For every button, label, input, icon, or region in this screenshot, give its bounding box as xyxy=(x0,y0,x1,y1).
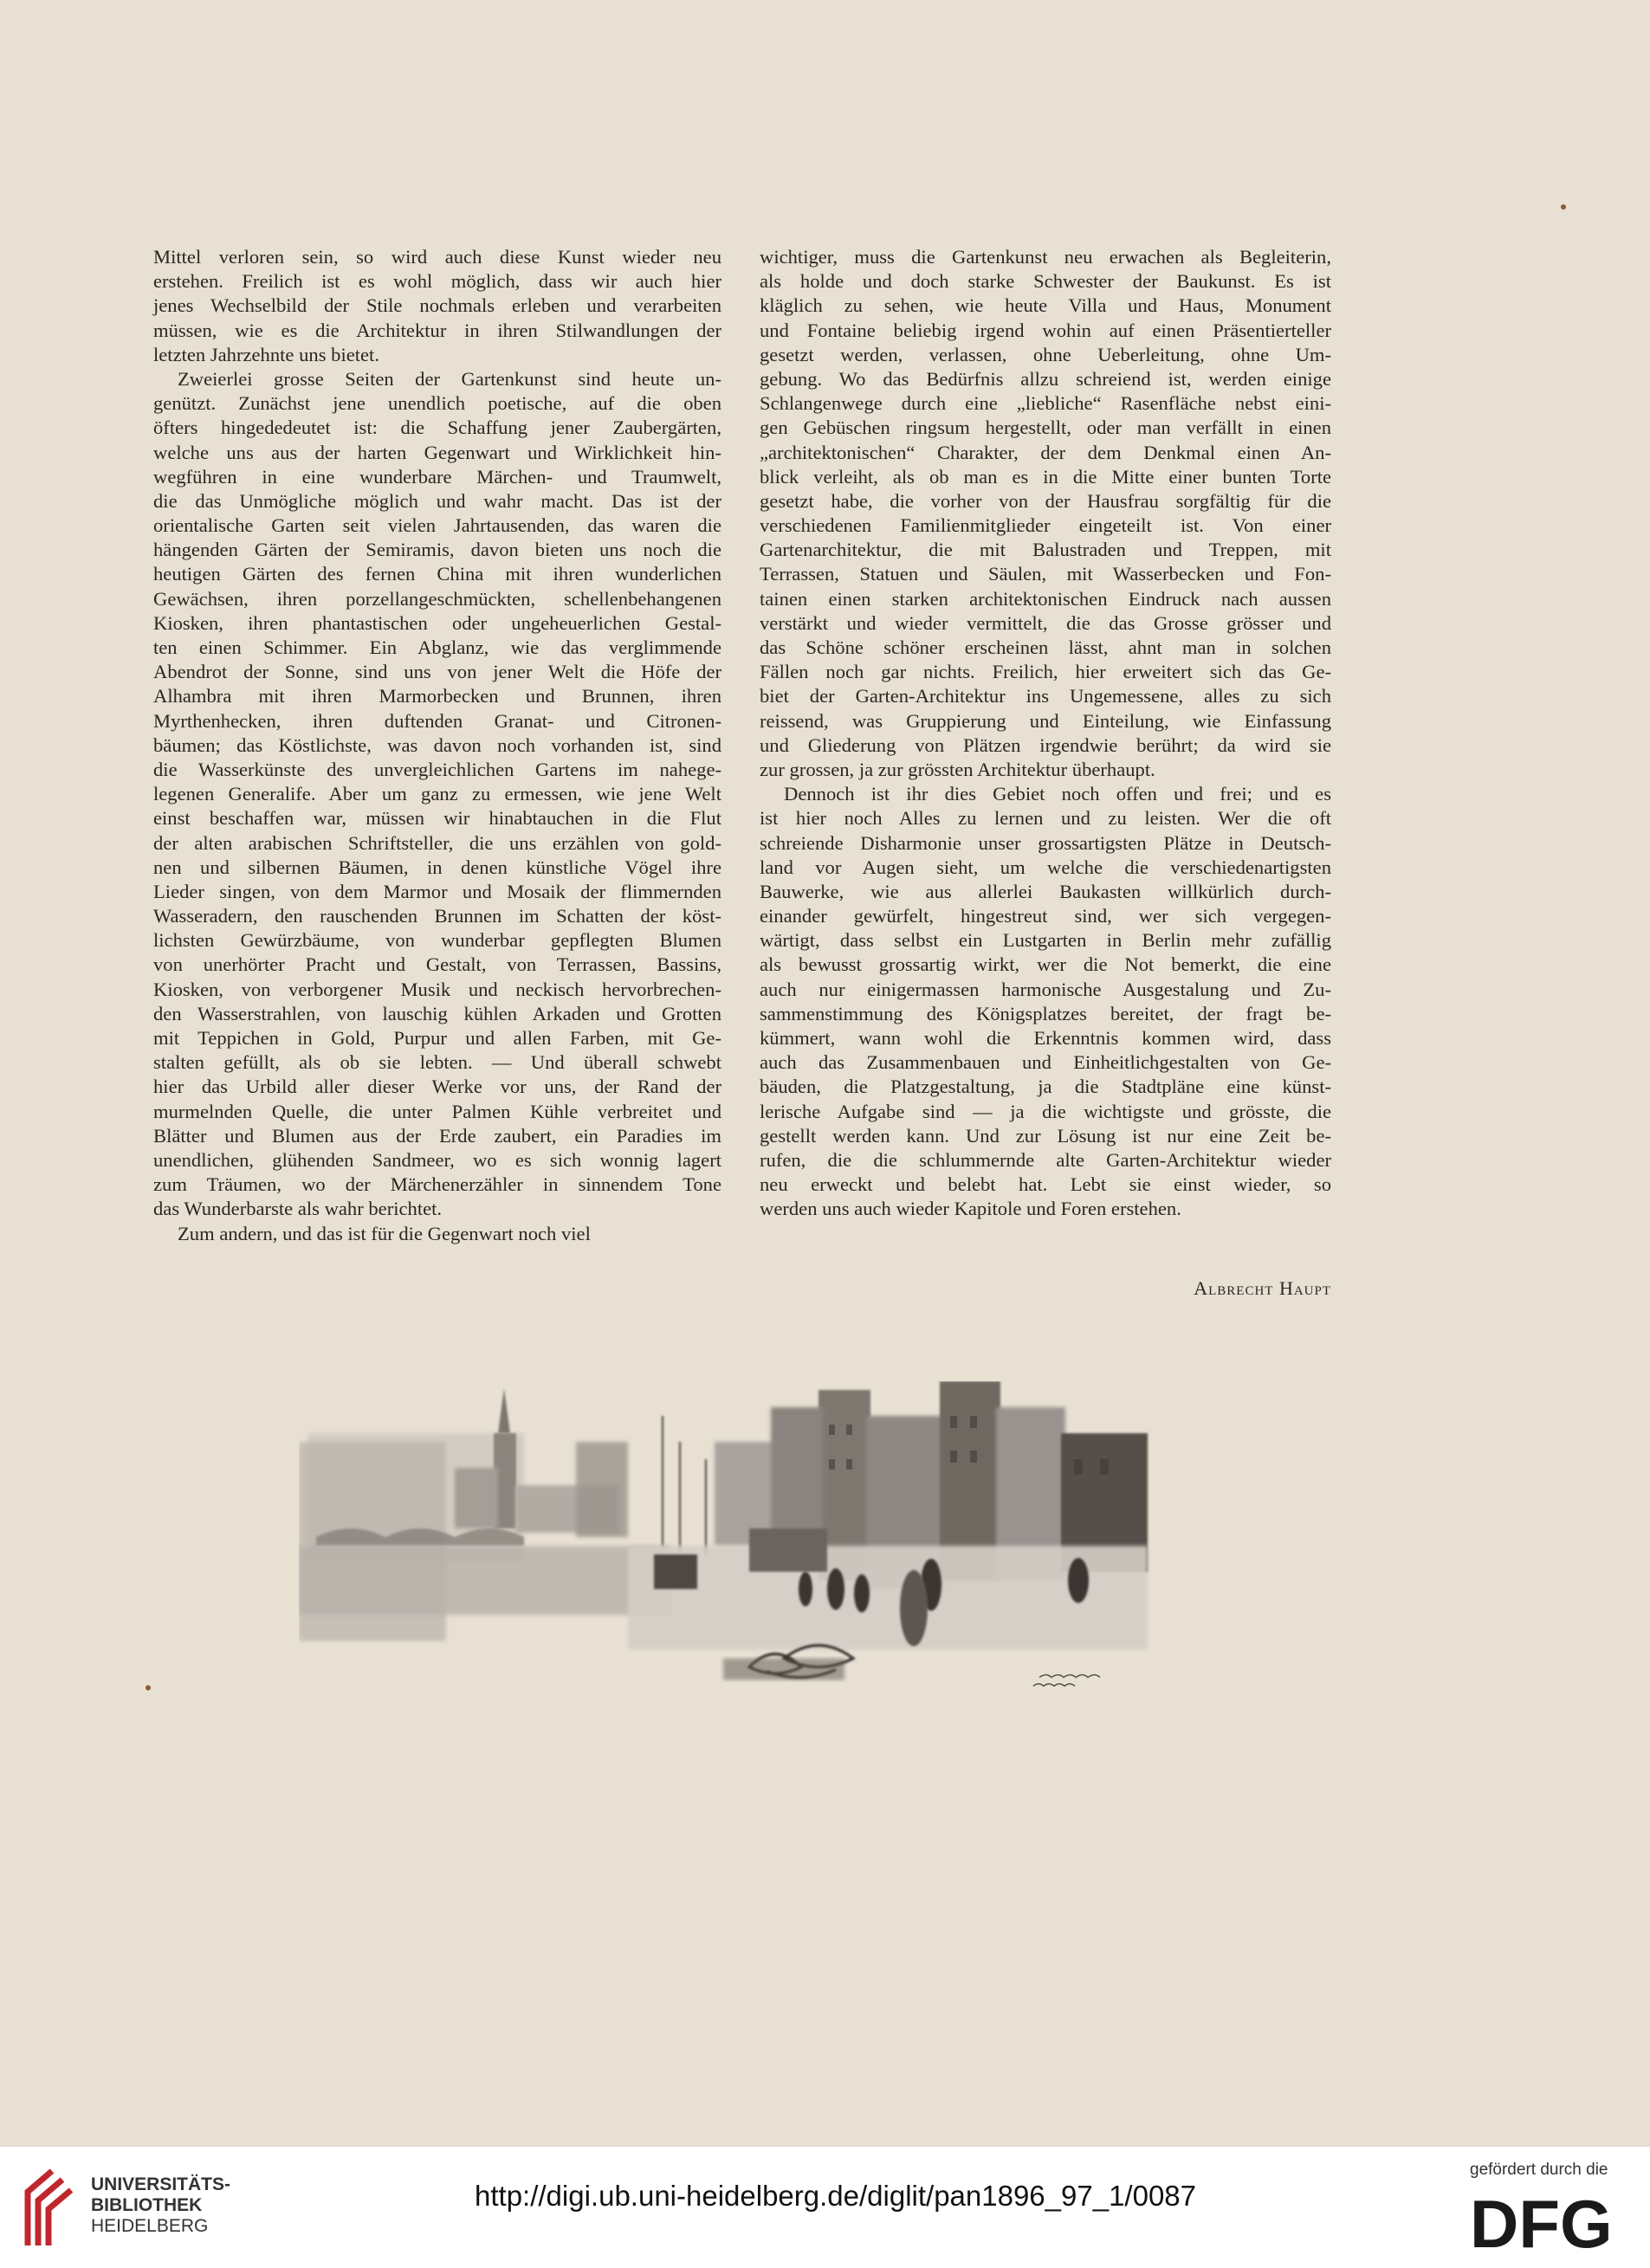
ink-mark xyxy=(1561,204,1566,210)
funding-caption: gefördert durch die xyxy=(1470,2161,1608,2179)
text-line: welche uns aus der harten Gegenwart und Wirklichkeit hin- xyxy=(153,441,721,463)
text-line: ten einen Schimmer. Ein Abglanz, wie das verglimmende xyxy=(153,636,721,658)
text-line: murmelnden Quelle, die unter Palmen Kühle verbreitet und xyxy=(153,1100,721,1122)
text-line: kümmert, wann wohl die Erkenntnis kommen wird, dass xyxy=(760,1027,1331,1049)
text-line: von unerhörter Pracht und Gestalt, von Terrassen, Bassins, xyxy=(153,953,721,976)
text-line: öfters hingededeutet ist: die Schaffung jener Zaubergärten, xyxy=(153,417,721,439)
text-line: land vor Augen sieht, um welche die verschiedenartigsten xyxy=(760,856,1331,878)
text-line: auch das Zusammenbauen und Einheitlichgestalten von Ge- xyxy=(760,1051,1331,1074)
text-line: hängenden Gärten der Semiramis, davon bieten uns noch die xyxy=(153,539,721,561)
university-library-logo-icon xyxy=(17,2166,78,2252)
text-line: Kiosken, von verborgener Musik und neckisch hervorbrechen- xyxy=(153,978,721,1000)
text-line: Terrassen, Statuen und Säulen, mit Wasserbecken und Fon- xyxy=(760,563,1331,585)
text-line: Gartenarchitektur, die mit Balustraden und Treppen, mit xyxy=(760,539,1331,561)
text-line: das Wunderbarste als wahr berichtet. xyxy=(153,1198,443,1220)
text-line: jenes Wechselbild der Stile nochmals erleben und verarbeiten xyxy=(153,294,721,317)
text-line: Bauwerke, wie aus allerlei Baukasten willkürlich durch- xyxy=(760,880,1331,902)
text-line: Abendrot der Sonne, sind uns von jener Welt die Höfe der xyxy=(153,661,721,683)
text-line: erstehen. Freilich ist es wohl möglich, dass wir auch hier xyxy=(153,270,721,293)
text-line: neu erweckt und belebt hat. Lebt sie einst wieder, so xyxy=(760,1173,1331,1196)
text-line: kläglich zu sehen, wie heute Villa und Haus, Monument xyxy=(760,294,1331,317)
text-line: wärtigt, dass selbst ein Lustgarten in Berlin mehr zufällig xyxy=(760,929,1331,952)
text-line: lichsten Gewürzbäume, von wunderbar gepflegten Blumen xyxy=(153,929,721,952)
text-line: den Wasserstrahlen, von lauschig kühlen Arkaden und Grotten xyxy=(153,1002,721,1024)
text-line: letzten Jahrzehnte uns bietet. xyxy=(153,343,379,365)
text-column-left xyxy=(153,245,721,1246)
text-line: unendlichen, glühenden Sandmeer, wo es sich wonnig lagert xyxy=(153,1148,721,1171)
text-line: Alhambra mit ihren Marmorbecken und Brunnen, ihren xyxy=(153,685,721,708)
text-line: Kiosken, ihren phantastischen oder ungeheuerlichen Gestal- xyxy=(153,611,721,634)
text-line: Schlangenwege durch eine „liebliche“ Rasenfläche nebst eini- xyxy=(760,392,1331,415)
author-signature: Albrecht Haupt xyxy=(1194,1277,1331,1299)
text-line: einander gewürfelt, hingestreut sind, wer sich vergegen- xyxy=(760,905,1331,927)
text-line: genützt. Zunächst jene unendlich poetische, auf die oben xyxy=(153,392,721,415)
text-line: ist hier noch Alles zu lernen und zu leisten. Wer die oft xyxy=(760,807,1331,830)
digitization-footer xyxy=(0,2146,1650,2268)
text-line: gen Gebüschen ringsum hergestellt, oder man verfällt in einen xyxy=(760,417,1331,439)
text-line: orientalische Garten seit vielen Jahrtausenden, das waren die xyxy=(153,514,721,537)
text-line: Dennoch ist ihr dies Gebiet noch offen und frei; und es xyxy=(784,783,1331,805)
library-line-2: BIBLIOTHEK xyxy=(91,2195,203,2215)
text-line: Myrthenhecken, ihren duftenden Granat- und Citronen- xyxy=(153,709,721,732)
text-line: verschiedenen Familienmitglieder eingeteilt ist. Von einer xyxy=(760,514,1331,537)
text-line: Mittel verloren sein, so wird auch diese Kunst wieder neu xyxy=(153,246,721,268)
text-line: legenen Generalife. Aber um ganz zu ermessen, wie jene Welt xyxy=(153,783,721,805)
ink-mark xyxy=(146,1685,151,1690)
text-line: mit Teppichen in Gold, Purpur und allen Farben, mit Ge- xyxy=(153,1027,721,1049)
text-line: Zweierlei grosse Seiten der Gartenkunst sind heute un- xyxy=(178,367,721,390)
text-line: und Fontaine beliebig irgend wohin auf einen Präsentierteller xyxy=(760,319,1331,341)
text-line: rufen, die die schlummernde alte Garten-Architektur wieder xyxy=(760,1148,1331,1171)
text-line: Wasseradern, den rauschenden Brunnen im Schatten der köst- xyxy=(153,905,721,927)
dfg-logo-text: DFG xyxy=(1470,2192,1613,2254)
permalink-url[interactable]: http://digi.ub.uni-heidelberg.de/diglit/pan1896_97_1/0087 xyxy=(475,2180,1197,2212)
library-line-1: UNIVERSITÄTS- xyxy=(91,2174,231,2194)
text-line: Lieder singen, von dem Marmor und Mosaik der flimmernden xyxy=(153,880,721,902)
text-line: und Gliederung von Plätzen irgendwie berührt; da wird sie xyxy=(760,733,1331,756)
text-line: zur grossen, ja zur grössten Architektur überhaupt. xyxy=(760,758,1155,780)
university-library-name xyxy=(91,2174,230,2237)
text-line: einst beschaffen war, müssen wir hinabtauchen in die Flut xyxy=(153,807,721,830)
dfg-logo-icon xyxy=(1470,2192,1626,2254)
text-line: gestellt werden kann. Und zur Lösung ist nur eine Zeit be- xyxy=(760,1124,1331,1147)
text-line: gesetzt werden, verlassen, ohne Ueberleitung, ohne Um- xyxy=(760,343,1331,365)
text-line: gebung. Wo das Bedürfnis allzu schreiend ist, werden einige xyxy=(760,367,1331,390)
text-line: „architektonischen“ Charakter, der dem Denkmal einen An- xyxy=(760,441,1331,463)
text-line: als holde und doch starke Schwester der Baukunst. Es ist xyxy=(760,270,1331,293)
harbor-sketch-illustration xyxy=(299,1381,1156,1693)
text-line: die das Unmögliche möglich und wahr macht. Das ist der xyxy=(153,489,721,512)
text-line: nen und silbernen Bäumen, in denen künstliche Vögel ihre xyxy=(153,856,721,878)
text-line: blick verleiht, als ob man es in die Mitte einer bunten Torte xyxy=(760,465,1331,488)
text-line: lerische Aufgabe sind — ja die wichtigste und grösste, die xyxy=(760,1100,1331,1122)
text-line: verstärkt und wieder vermittelt, die das Grosse grösser und xyxy=(760,611,1331,634)
text-line: schreiende Disharmonie unser grossartigsten Plätze in Deutsch- xyxy=(760,831,1331,854)
text-line: wichtiger, muss die Gartenkunst neu erwachen als Begleiterin, xyxy=(760,246,1331,268)
text-line: wegführen in eine wunderbare Märchen- und Traumwelt, xyxy=(153,465,721,488)
text-line: tainen einen starken architektonischen Eindruck nach aussen xyxy=(760,587,1331,610)
text-column-right xyxy=(760,245,1331,1222)
text-line: als bewusst grossartig wirkt, wer die Not bemerkt, die eine xyxy=(760,953,1331,976)
text-line: Fällen noch gar nichts. Freilich, hier erweitert sich das Ge- xyxy=(760,661,1331,683)
text-line: Gewächsen, ihren porzellangeschmückten, schellenbehangenen xyxy=(153,587,721,610)
text-line: gesetzt habe, die vorher von der Hausfrau sorgfältig für die xyxy=(760,489,1331,512)
text-line: bäuden, die Platzgestaltung, ja die Stadtpläne eine künst- xyxy=(760,1076,1331,1098)
text-line: das Schöne schöner erscheinen lässt, ahnt man in solchen xyxy=(760,636,1331,658)
text-line: Zum andern, und das ist für die Gegenwart noch viel xyxy=(178,1222,591,1244)
text-line: hier das Urbild aller dieser Werke vor uns, der Rand der xyxy=(153,1076,721,1098)
text-line: werden uns auch wieder Kapitole und Foren erstehen. xyxy=(760,1198,1181,1220)
library-line-3: HEIDELBERG xyxy=(91,2216,209,2236)
text-line: biet der Garten-Architektur ins Ungemessene, alles zu sich xyxy=(760,685,1331,708)
text-line: der alten arabischen Schriftsteller, die uns erzählen von gold- xyxy=(153,831,721,854)
text-line: bäumen; das Köstlichste, was davon noch vorhanden ist, sind xyxy=(153,733,721,756)
text-line: auch nur einigermassen harmonische Ausgestalung und Zu- xyxy=(760,978,1331,1000)
text-line: Blätter und Blumen aus der Erde zaubert, ein Paradies im xyxy=(153,1124,721,1147)
text-line: sammenstimmung des Königsplatzes bereitet, der fragt be- xyxy=(760,1002,1331,1024)
text-line: zum Träumen, wo der Märchenerzähler in sinnendem Tone xyxy=(153,1173,721,1196)
text-line: müssen, wie es die Architektur in ihren Stilwandlungen der xyxy=(153,319,721,341)
text-line: heutigen Gärten des fernen China mit ihren wunderlichen xyxy=(153,563,721,585)
text-line: stalten gefüllt, als ob sie lebten. — Und überall schwebt xyxy=(153,1051,721,1074)
text-line: die Wasserkünste des unvergleichlichen Gartens im nahege- xyxy=(153,758,721,780)
text-line: reissend, was Gruppierung und Einteilung, wie Einfassung xyxy=(760,709,1331,732)
